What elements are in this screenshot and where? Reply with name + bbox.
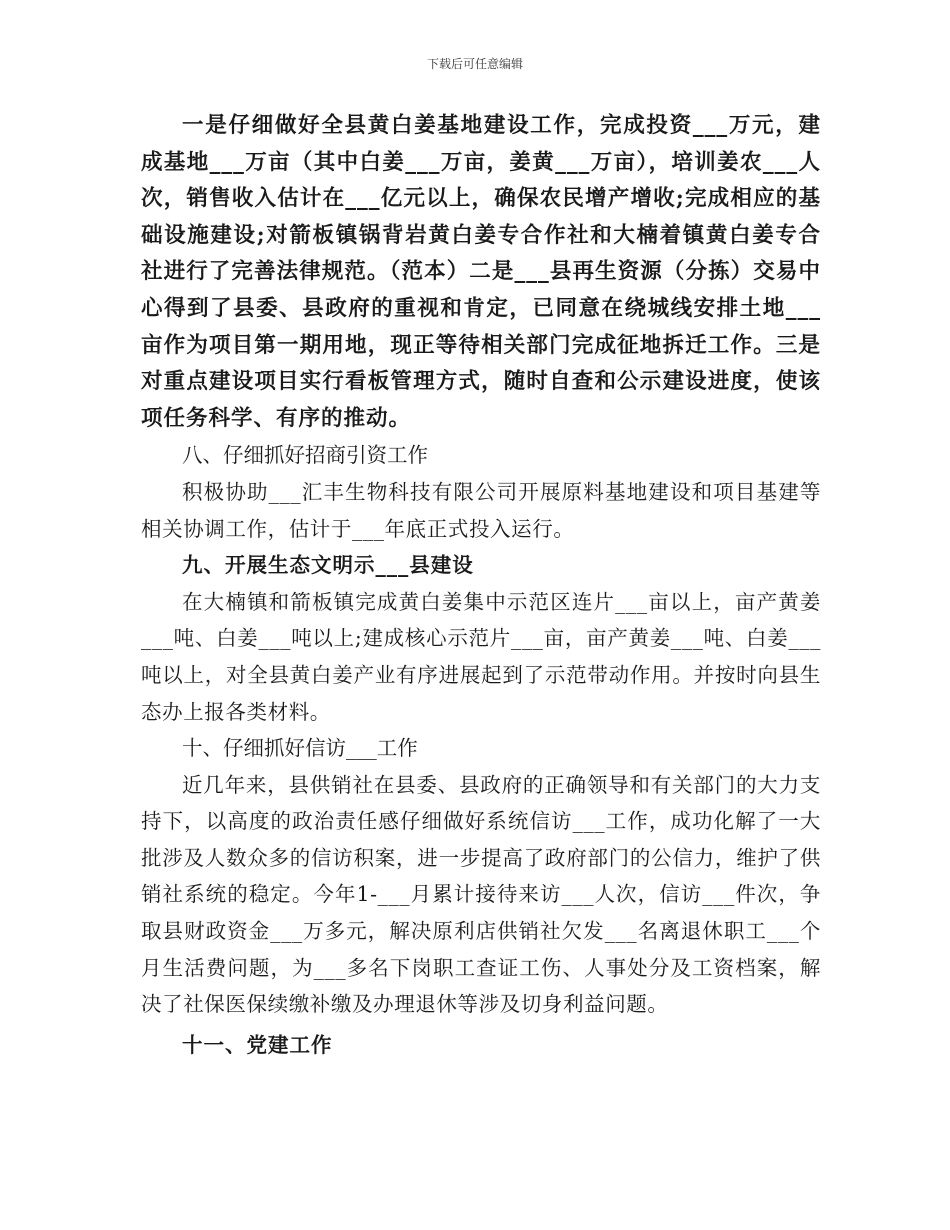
heading-party-building: 十一、党建工作 <box>182 1032 333 1057</box>
page-header-note: 下载后可任意编辑 <box>426 57 523 71</box>
document-body <box>141 108 821 1063</box>
paragraph-investment: 积极协助___汇丰生物科技有限公司开展原料基地建设和项目基建等相关协调工作，估计于___年底正式投入运行。 <box>141 479 821 541</box>
paragraph-projects: 一是仔细做好全县黄白姜基地建设工作，完成投资___万元，建成基地___万亩（其中白姜___万亩，姜黄___万亩），培训姜农___人次，销售收入估计在___亿元以上，确保农民增产增收;完成相应的基础设施建设;对箭板镇锅背岩黄白姜专合作社和大楠着镇黄白姜专合社进行了完善法律规范。（范本）二是___县再生资源（分拣）交易中心得到了县委、县政府的重视和肯定，已同意在绕城线安排土地___亩作为项目第一期用地，现正等待相关部门完成征地拆迁工作。三是对重点建设项目实行看板管理方式，随时自查和公示建设进度，使该项任务科学、有序的推动。 <box>141 113 821 431</box>
heading-petition: 十、仔细抓好信访___工作 <box>182 736 418 761</box>
heading-ecology: 九、开展生态文明示___县建设 <box>182 553 474 578</box>
paragraph-petition: 近几年来，县供销社在县委、县政府的正确领导和有关部门的大力支持下，以高度的政治责任感仔细做好系统信访___工作，成功化解了一大批涉及人数众多的信访积案，进一步提高了政府部门的公信力，维护了供销社系统的稳定。今年1-___月累计接待来访___人次，信访___件次，争取县财政资金___万多元，解决原利店供销社欠发___名离退休职工___个月生活费问题，为___多名下岗职工查证工伤、人事处分及工资档案，解决了社保医保续缴补缴及办理退休等涉及切身利益问题。 <box>141 772 821 1017</box>
paragraph-ecology: 在大楠镇和箭板镇完成黄白姜集中示范区连片___亩以上，亩产黄姜___吨、白姜___吨以上;建成核心示范片___亩，亩产黄姜___吨、白姜___吨以上，对全县黄白姜产业有序进展起到了示范带动作用。并按时向县生态办上报各类材料。 <box>141 589 821 724</box>
heading-investment: 八、仔细抓好招商引资工作 <box>182 443 428 468</box>
